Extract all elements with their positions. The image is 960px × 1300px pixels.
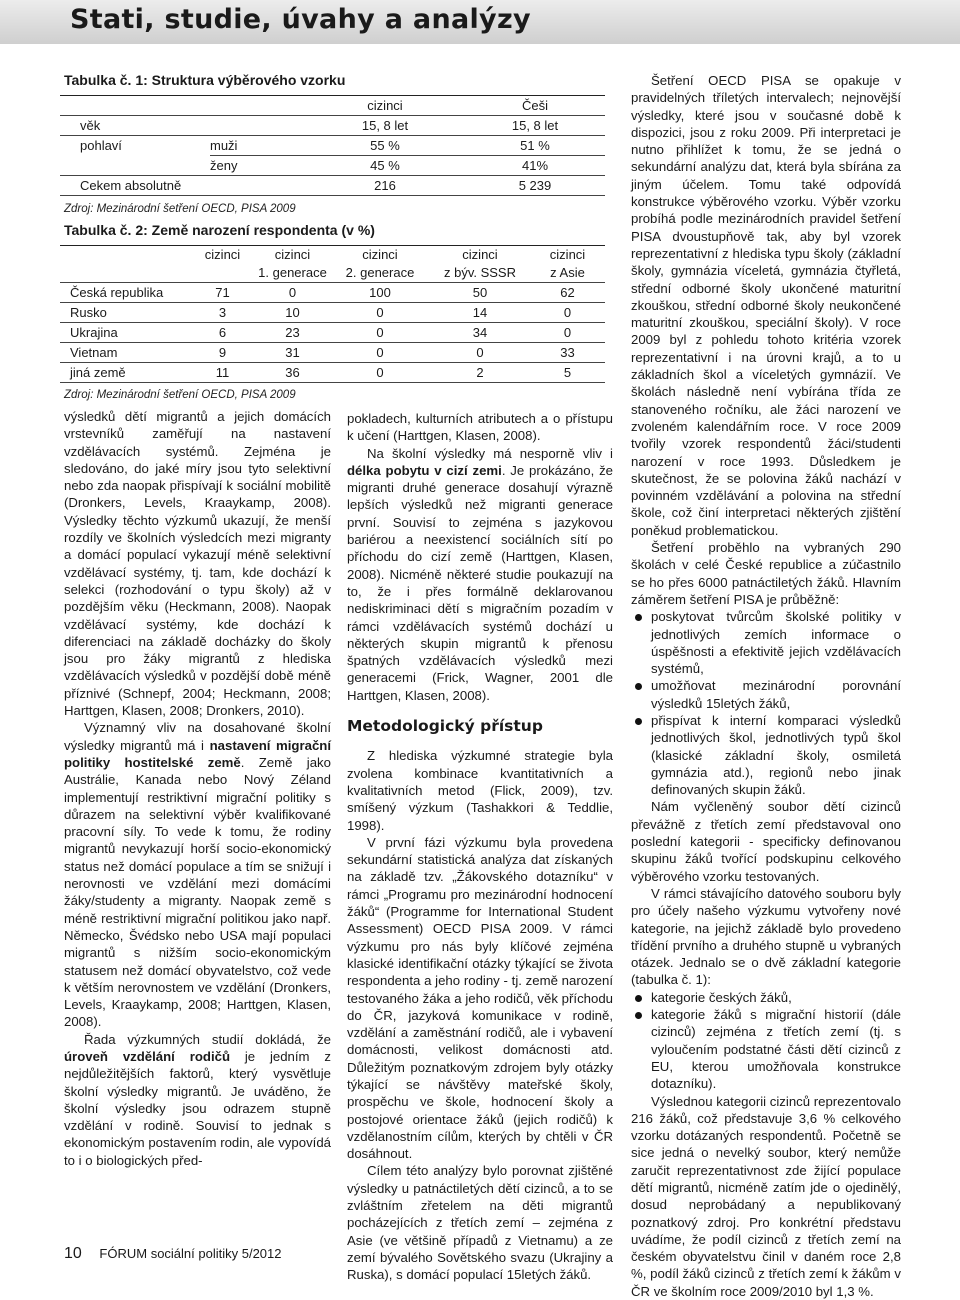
- table-header-cell: z býv. SSSR: [443, 265, 516, 280]
- page-footer: [64, 1245, 282, 1263]
- bullet-list: [631, 608, 901, 798]
- table-header-row: [60, 246, 605, 265]
- paragraph: V první fázi výzkumu byla provedena sekundární statistická analýza dat získaných na základě tzv. „Žákovského dotazníku“ v rámci „Programu pro mezinárodní hodnocení žáků“ (Programme for International Student Assessment) OECD PISA 2009. V rámci výzkumu pro nás byly klíčové zejména klasické identifikační otázky týkající se života respondenta a jeho rodiny - tj. země narození testovaného žáka a jeho rodičů, věk příchodu do ČR, jazyková komunikace v rodině, vzdělání a zaměstnání rodičů, ale i vybavení domácnosti, velikost domácnosti atd. Důležitým poznatkovým zdrojem byly otázky týkající se návštěvy mateřské školy, prospěchu ve škole, hodnocení školy a postojové orientace žáků (jejich rodičů) k vzdělanostním cílům, kterých by chtěli v ČR dosáhnout.: [347, 834, 613, 1162]
- list-item: přispívat k interní komparaci výsledků jednotlivých škol, jednotlivých typů škol (klasické základní školy, osmiletá gymnázia atd.), regionů nebo jinak definovaných skupin žáků.: [631, 712, 901, 798]
- page-number: 10: [64, 1245, 82, 1262]
- table-cell: 0: [330, 323, 430, 343]
- table-cell: 45 %: [305, 156, 465, 176]
- row-label: jiná země: [60, 363, 190, 383]
- table2-caption: Tabulka č. 2: Země narození respondenta (v %): [64, 222, 375, 238]
- table-cell: 23: [255, 323, 330, 343]
- table-cell: 5: [530, 363, 605, 383]
- table-row: [60, 343, 605, 363]
- paragraph: pokladech, kulturních atributech a o přístupu k učení (Harttgen, Klasen, 2008).: [347, 411, 613, 444]
- table-cell: 100: [330, 283, 430, 303]
- table-cell: 31: [255, 343, 330, 363]
- table-row: [60, 303, 605, 323]
- journal-name: FÓRUM sociální politiky 5/2012: [99, 1246, 282, 1261]
- table-row: [60, 136, 605, 156]
- table-cell: 62: [530, 283, 605, 303]
- text-column-3: [631, 72, 901, 1300]
- paragraph: Nám vyčleněný soubor dětí cizinců převážně z třetích zemí představoval ono poslední kategorii - specificky definovanou skupinu žáků tvořící podskupinu celkového výběrového vzorku testovaných.: [631, 799, 901, 884]
- table-cell: 216: [305, 176, 465, 196]
- table-header-cell: cizinci: [362, 247, 398, 262]
- table-cell: 0: [330, 303, 430, 323]
- table-cell: 33: [530, 343, 605, 363]
- table-cell: 51 %: [465, 136, 605, 156]
- list-item: kategorie žáků s migrační historií (dále cizinců) zejména z třetích zemí (tj. s vyloučením podstatné části dětí cizinců z EU, kterou umožňovala konstrukce dotazníku).: [631, 1006, 901, 1092]
- table-cell: 41%: [465, 156, 605, 176]
- paragraph: Z hlediska výzkumné strategie byla zvolena kombinace kvantitativních a kvalitativních metod (Flick, 2009), tzv. smíšený výzkum (Tashakkori & Teddlie, 1998).: [347, 748, 613, 833]
- table-cell: 0: [330, 343, 430, 363]
- table-cell: 0: [255, 283, 330, 303]
- table-cell: 50: [430, 283, 530, 303]
- table-header-row: [60, 264, 605, 283]
- text-column-2: [347, 410, 613, 1284]
- table-cell: 5 239: [465, 176, 605, 196]
- table-cell: 0: [330, 363, 430, 383]
- paragraph: Významný vliv na dosahované školní výsledky migrantů má i nastavení migrační politiky hostitelské země. Země jako Austrálie, Kanada nebo Nový Zéland implementují restriktivní migrační politiky s důrazem na selektivní výběr kvalifikované pracovní síly. To vede k tomu, že rodiny migrantů nevykazují horší socio-ekonomický status než domácí populace a tím se snižují i nerovnosti ve vzdělání mezi domácími žáky/studenty a migranty. Naopak země s méně restriktivní migrační politikou jako např. Německo, Švédsko nebo USA mají populaci migrantů s nižším socio-ekonomickým statusem než domácí obyvatelstvo, což vede k větším nerovnostem ve vzdělání (Dronkers, Levels, Kraaykamp, 2008; Harttgen, Klasen, 2008).: [64, 720, 332, 1030]
- paragraph: V rámci stávajícího datového souboru byly pro účely našeho výzkumu vytvořeny nové kategorie, na jejichž základě bylo provedeno třídění prvního a druhého stupně u vybraných otázek. Jednalo se o dvě základní kategorie (tabulka č. 1):: [631, 885, 901, 988]
- row-label: pohlaví: [80, 138, 122, 154]
- table-row: [60, 156, 605, 176]
- section-title: Stati, studie, úvahy a analýzy: [70, 4, 531, 35]
- table-header-cell: cizinci: [549, 247, 586, 262]
- table1: [60, 95, 605, 196]
- row-sublabel: muži: [210, 136, 305, 156]
- bullet-list: [631, 989, 901, 1093]
- list-item: umožňovat mezinárodní porovnání výsledků 15letých žáků,: [631, 677, 901, 712]
- paragraph: Šetření OECD PISA se opakuje v pravidelných tříletých intervalech; nejnovější výsledky, které jsou v současné době k dispozici, jsou z roku 2009. Při interpretaci je nutno přihlížet k tomu, že se jedná o sekundární analýzu dat, která byla sbírána za jiným účelem. Tomu také odpovídá konstrukce výběrového vzorku. Výběr vzorku probíhá podle mezinárodních pravidel šetření PISA dvoustupňově tak, aby byl vzorek reprezentativní z hlediska typu školy (základní školy, gymnázia víceletá, gymnázia čtyřletá, střední odborné školy ukončené maturitní zkouškou, střední odborné školy neukončené maturitní zkouškou, speciální školy). V roce 2009 byl z pohledu tohoto kritéria vzorek reprezentativní i na úrovni krajů, a to u základních škol a víceletých gymnázií. Ve školách následně není vybírána třída ze stanoveného ročníku, ale žáci narození ve zvoleném kalendářním roce. V roce 2009 tvořily vzorek respondentů žáci/studenti narození v roce 1993. Důsledkem je skutečnost, že se polovina žáků nachází v povinném vzdělávání a polovina na střední škole, což činí interpretaci některých zjištění poněkud problematickou.: [631, 73, 901, 538]
- table1-source: Zdroj: Mezinárodní šetření OECD, PISA 2009: [64, 203, 296, 215]
- list-item: kategorie českých žáků,: [631, 989, 901, 1006]
- row-label: Rusko: [60, 303, 190, 323]
- table-cell: 14: [430, 303, 530, 323]
- table-cell: 34: [430, 323, 530, 343]
- table-header-cell: [190, 264, 255, 283]
- table-cell: 11: [190, 363, 255, 383]
- table-row: [60, 96, 605, 116]
- text-column-1: [64, 408, 331, 1169]
- header-band: [0, 0, 960, 44]
- table-header-cell: cizinci: [274, 247, 311, 262]
- table-row: [60, 283, 605, 303]
- table-header-cell: Češi: [465, 96, 605, 116]
- table-cell: 0: [530, 303, 605, 323]
- paragraph: Na školní výsledky má nesporně vliv i délka pobytu v cizí zemi. Je prokázáno, že migranti druhé generace dosahují výrazně lepších výsledků než migranti generace první. Souvisí to zejména s jazykovou bariérou a neexistencí sociálních sítí po příchodu do cizí země (Harttgen, Klasen, 2008). Nicméně některé studie poukazují na to, že i přes formálně deklarovanou nediskriminaci dětí s migračním pozadím v rámci vzdělávacích systémů dochází u některých skupin migrantů k přenosu špatných vzdělávacích výsledků mezi generacemi (Frick, Wagner, 2001 dle Harttgen, Klasen, 2008).: [347, 445, 614, 703]
- table-row: [60, 323, 605, 343]
- table-cell: 9: [190, 343, 255, 363]
- row-label: Ukrajina: [60, 323, 190, 343]
- row-sublabel: ženy: [210, 156, 305, 176]
- table-cell: 36: [255, 363, 330, 383]
- row-label: Cekem absolutně: [60, 176, 305, 196]
- row-label: věk: [60, 116, 210, 136]
- table-header-cell: 2. generace: [345, 265, 415, 280]
- table-cell: 15, 8 let: [305, 116, 465, 136]
- table-header-cell: 1. generace: [258, 265, 327, 280]
- table-row: [60, 363, 605, 383]
- table-header-cell: cizinci: [462, 247, 498, 262]
- list-item: poskytovat tvůrcům školské politiky v jednotlivých zemích informace o úspěšnosti a efektivitě jejich vzdělávacích systémů,: [631, 608, 901, 677]
- table-header-cell: cizinci: [204, 247, 241, 262]
- table-row: [60, 116, 605, 136]
- table-cell: 10: [255, 303, 330, 323]
- table-cell: 2: [430, 363, 530, 383]
- paragraph: Cílem této analýzy bylo porovnat zjištěné výsledky u patnáctiletých dětí cizinců, a to se zvláštním zřetelem na děti migrantů pocházejících z třetích zemí – zejména z Asie (ve většině případů z Vietnamu) a ze zemí bývalého Sovětského svazu (Ukrajiny a Ruska), s domácí populací 15letých žáků.: [347, 1163, 613, 1283]
- section-heading: Metodologický přístup: [347, 717, 543, 736]
- paragraph: Řada výzkumných studií dokládá, že úroveň vzdělání rodičů je jedním z nejdůležitějších faktorů, který vysvětluje školní výsledky migrantů. Je uváděno, že školní výsledky jsou odrazem stupně vzdělání v rodině. Souvisí to jednak s ekonomickým postavením rodin, ale vypovídá to i o biologických před-: [64, 1031, 331, 1168]
- table-cell: 3: [190, 303, 255, 323]
- table-cell: 15, 8 let: [465, 116, 605, 136]
- table-header-cell: z Asie: [550, 265, 585, 280]
- table-header-cell: cizinci: [305, 96, 465, 116]
- table-cell: 6: [190, 323, 255, 343]
- table1-caption: Tabulka č. 1: Struktura výběrového vzorku: [64, 72, 346, 88]
- paragraph: Výslednou kategorii cizinců reprezentovalo 216 žáků, což představuje 3,6 % celkového vzorku dotázaných respondentů. Početně se sice jedná o nevelký soubor, který nemůže zaručit reprezentativnost zde žijící populace dětí migrantů, nicméně zatím jde o ojedinělý, dosud neprobádaný a nepublikovaný poznatkový zdroj. Pro konkrétní představu uvádíme, že podíl cizinců z třetích zemí na českém obyvatelstvu činil v daném roce 2,8 %, podíl žáků cizinců z třetích zemí k žákům v ČR ve školním roce 2009/2010 byl 1,3 %.: [631, 1093, 901, 1299]
- table-row: [60, 176, 605, 196]
- paragraph: Šetření proběhlo na vybraných 290 školách v celé České republice a zúčastnilo se ho přes 6000 patnáctiletých žáků. Hlavním záměrem šetření PISA je průběžně:: [631, 540, 901, 607]
- table-cell: 71: [190, 283, 255, 303]
- paragraph: výsledků dětí migrantů a jejich domácích vrstevníků zaměřují na nastavení vzdělávacích systémů. Zejména je sledováno, do jaké míry jsou tyto selektivní nebo zda naopak přispívají k sociální mobilitě (Dronkers, Levels, Kraaykamp, 2008). Výsledky těchto výzkumů ukazují, že menší rozdíly ve školních výsledcích mezi migranty a domácí populací vykazují méně selektivní vzdělávací systémy, tj. tam, kde dochází k selekci (rozhodování o typu školy) až v pozdějším věku (Heckmann, 2008). Naopak vzdělávací systémy, kde dochází k diferenciaci na základě docházky do školy jsou pro žáky migrantů z hlediska vzdělávacích výsledků v pozdější době méně příznivé (Schnepf, 2004; Heckmann, 2008; Harttgen, Klasen, 2008; Dronkers, 2010).: [64, 409, 331, 719]
- table-cell: 0: [430, 343, 530, 363]
- table-cell: 0: [530, 323, 605, 343]
- table2-source: Zdroj: Mezinárodní šetření OECD, PISA 2009: [64, 389, 296, 401]
- table2: [60, 245, 605, 383]
- row-label: Vietnam: [60, 343, 190, 363]
- row-label: Česká republika: [60, 283, 190, 303]
- table-cell: 55 %: [305, 136, 465, 156]
